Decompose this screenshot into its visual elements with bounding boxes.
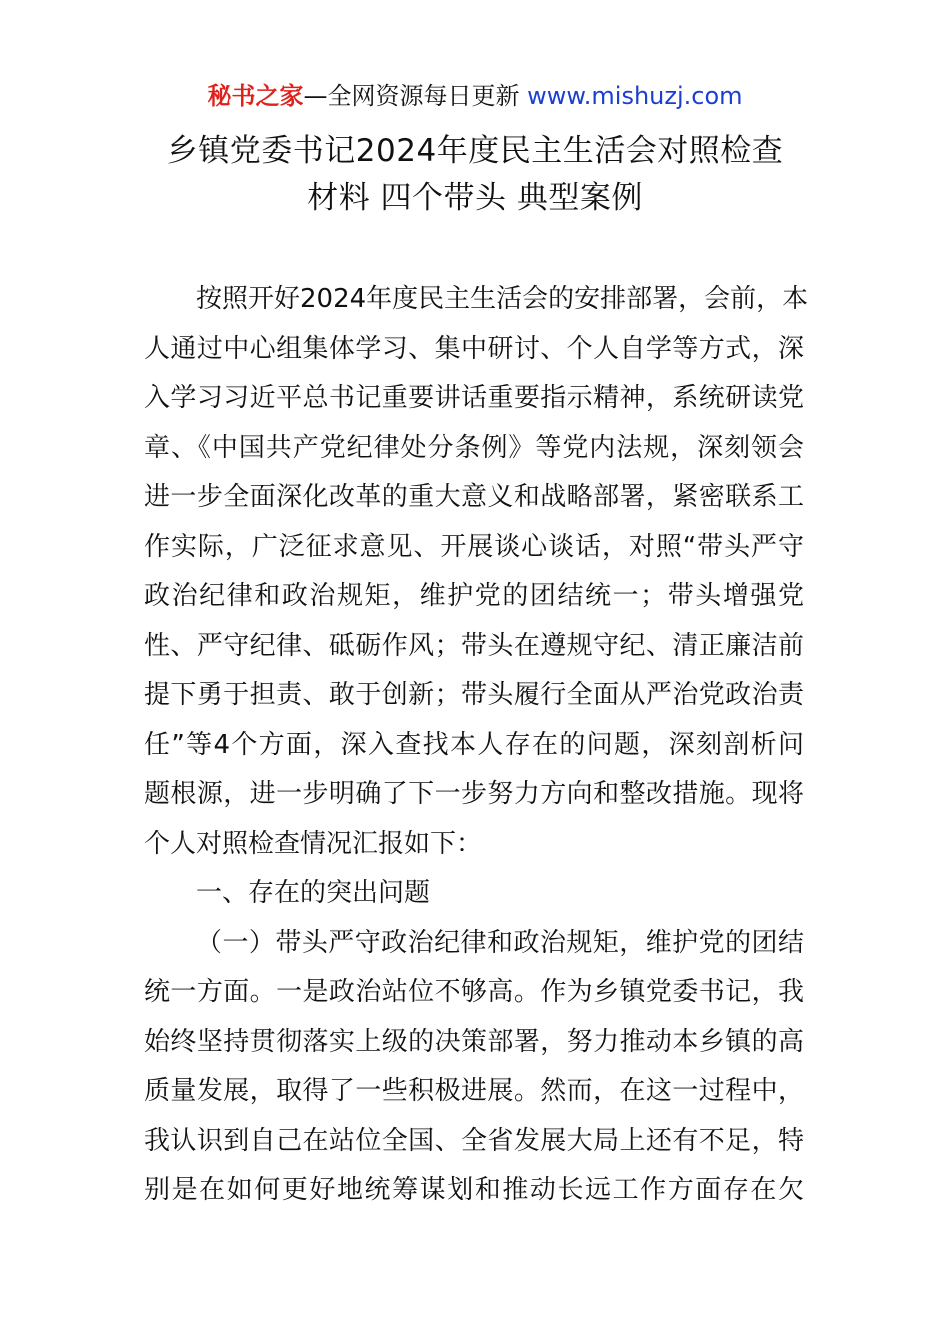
text-line: （一）带头严守政治纪律和政治规矩，维护党的团结 bbox=[196, 927, 804, 958]
text-line: 题根源，进一步明确了下一步努力方向和整改措施。现将 bbox=[144, 779, 804, 809]
paragraph-intro bbox=[144, 275, 809, 869]
text-line: 进一步全面深化改革的重大意义和战略部署，紧密联系工 bbox=[144, 482, 804, 512]
text-line: 章、《中国共产党纪律处分条例》等党内法规，深刻领会 bbox=[144, 432, 804, 463]
title-line-1: 乡镇党委书记2024年度民主生活会对照检查 bbox=[166, 133, 784, 169]
title-line-2: 材料 四个带头 典型案例 bbox=[307, 180, 643, 216]
text-line: 任”等4个方面，深入查找本人存在的问题，深刻剖析问 bbox=[144, 729, 804, 760]
site-tagline: —全网资源每日更新 bbox=[303, 82, 528, 110]
text-line: 别是在如何更好地统筹谋划和推动长远工作方面存在欠 bbox=[144, 1175, 804, 1205]
text-line: 作实际，广泛征求意见、开展谈心谈话，对照“带头严守 bbox=[144, 531, 804, 562]
text-line: 提下勇于担责、敢于创新；带头履行全面从严治党政治责 bbox=[144, 680, 804, 710]
document-title bbox=[100, 128, 850, 222]
text-line: 我认识到自己在站位全国、全省发展大局上还有不足，特 bbox=[144, 1125, 804, 1156]
text-line: 性、严守纪律、砥砺作风；带头在遵规守纪、清正廉洁前 bbox=[144, 630, 804, 661]
text-line: 个人对照检查情况汇报如下： bbox=[144, 828, 483, 859]
text-line: 政治纪律和政治规矩，维护党的团结统一；带头增强党 bbox=[144, 581, 804, 611]
site-brand: 秘书之家 bbox=[207, 82, 304, 110]
text-line: 入学习习近平总书记重要讲话重要指示精神，系统研读党 bbox=[144, 383, 804, 413]
text-line: 质量发展，取得了一些积极进展。然而，在这一过程中， bbox=[144, 1076, 804, 1106]
site-url[interactable]: www.mishuzj.com bbox=[527, 82, 743, 110]
site-header bbox=[0, 80, 950, 112]
text-line: 按照开好2024年度民主生活会的安排部署，会前，本 bbox=[196, 284, 809, 314]
text-line: 统一方面。一是政治站位不够高。作为乡镇党委书记，我 bbox=[144, 977, 804, 1007]
text-line: 人通过中心组集体学习、集中研讨、个人自学等方式，深 bbox=[144, 333, 804, 364]
section-heading: 一、存在的突出问题 bbox=[196, 878, 431, 908]
paragraph-section-1 bbox=[144, 919, 804, 1216]
text-line: 始终坚持贯彻落实上级的决策部署，努力推动本乡镇的高 bbox=[144, 1026, 804, 1057]
document-body bbox=[144, 275, 809, 1216]
